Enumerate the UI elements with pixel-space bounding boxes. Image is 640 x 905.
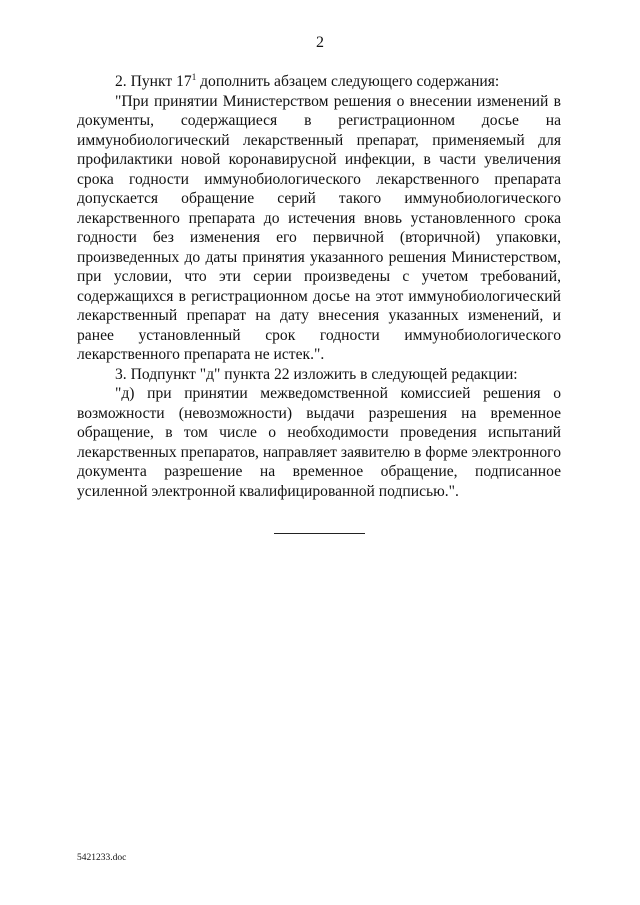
document-body [77,72,561,501]
paragraph-quoted-amendment: "При принятии Министерством решения о внесении изменений в документы, содержащиеся в регистрационном досье на иммунобиологический лекарственный препарат, применяемый для профилактики новой коронавирусной инфекции, в части увеличения срока годности иммунобиологического лекарственного препарата допускается обращение серий такого иммунобиологического лекарственного препарата до истечения вновь установленного срока годности без изменения его первичной (вторичной) упаковки, произведенных до даты принятия указанного решения Министерством, при условии, что эти серии произведены с учетом требований, содержащихся в регистрационном досье на этот иммунобиологический лекарственный препарат на дату внесения указанных изменений, и ранее установленный срок годности иммунобиологического лекарственного препарата не истек.". [77,92,561,363]
paragraph-subitem-d: "д) при принятии межведомственной комиссией решения о возможности (невозможности) выдачи разрешения на временное обращение, в том числе о необходимости проведения испытаний лекарственных препаратов, направляет заявителю в форме электронного документа разрешение на временное обращение, подписанное усиленной электронной квалифицированной подписью.". [77,385,561,500]
paragraph-item-2 [77,72,561,92]
page-number: 2 [316,34,324,51]
paragraph-item-3: 3. Подпункт "д" пункта 22 изложить в следующей редакции: [115,365,518,383]
closing-rule [274,533,365,534]
superscript-number: 1 [191,71,197,82]
paragraph-item-2-suffix: дополнить абзацем следующего содержания: [196,73,500,90]
footer-filename: 5421233.doc [77,853,127,863]
paragraph-item-2-prefix: 2. Пункт 17 [115,73,192,90]
